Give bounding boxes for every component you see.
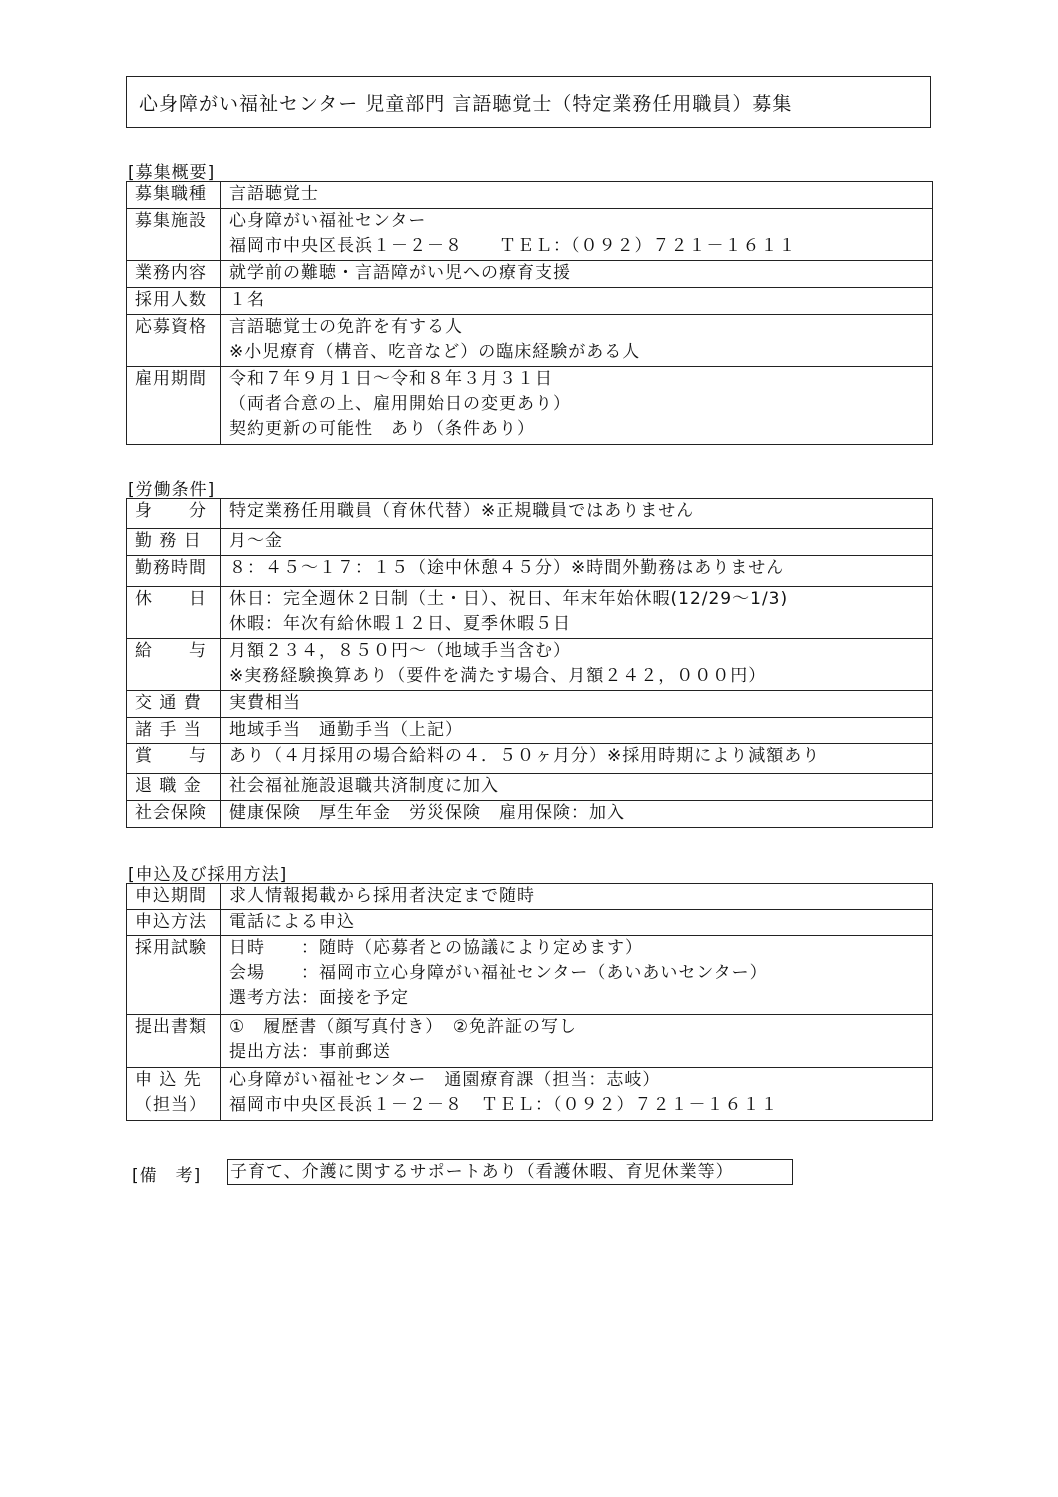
overview-table bbox=[126, 181, 933, 445]
row-key bbox=[127, 587, 221, 639]
row-value-line: 地域手当 通勤手当（上記） bbox=[229, 720, 463, 740]
row-key-label: 勤 務 日 bbox=[135, 531, 202, 551]
row-key bbox=[127, 774, 221, 801]
table-row bbox=[127, 744, 933, 774]
row-value-line: 就学前の難聴・言語障がい児への療育支援 bbox=[229, 263, 571, 283]
row-value-line: 提出方法：事前郵送 bbox=[229, 1042, 391, 1062]
row-key bbox=[127, 209, 221, 261]
row-value-line: １名 bbox=[229, 290, 265, 310]
row-value-line: 福岡市中央区長浜１－２－８ ＴＥＬ：（０９２）７２１－１６１１ bbox=[229, 1095, 779, 1115]
row-value-line: 令和７年９月１日～令和８年３月３１日 bbox=[229, 369, 553, 389]
row-key bbox=[127, 884, 221, 910]
row-key-label: 諸 手 当 bbox=[135, 720, 202, 740]
row-value bbox=[221, 587, 933, 639]
row-key-label: 給 与 bbox=[135, 641, 207, 661]
row-value bbox=[221, 1068, 933, 1121]
row-value-line: 社会福祉施設退職共済制度に加入 bbox=[229, 776, 499, 796]
row-value bbox=[221, 315, 933, 367]
row-value-line: 休暇：年次有給休暇１２日、夏季休暇５日 bbox=[229, 614, 571, 634]
row-value-line: 言語聴覚士の免許を有する人 bbox=[229, 317, 463, 337]
row-value bbox=[221, 884, 933, 910]
table-row bbox=[127, 910, 933, 936]
table-row bbox=[127, 529, 933, 556]
row-value bbox=[221, 499, 933, 529]
row-key bbox=[127, 556, 221, 587]
row-value bbox=[221, 744, 933, 774]
row-key bbox=[127, 1015, 221, 1068]
table-row bbox=[127, 774, 933, 801]
row-value bbox=[221, 718, 933, 744]
row-key bbox=[127, 1068, 221, 1121]
row-key bbox=[127, 499, 221, 529]
row-key bbox=[127, 936, 221, 1015]
row-key bbox=[127, 910, 221, 936]
row-value-line: あり（４月採用の場合給料の４．５０ヶ月分）※採用時期により減額あり bbox=[229, 746, 821, 766]
row-value-line: 月額２３４，８５０円～（地域手当含む） bbox=[229, 641, 571, 661]
row-value-line: ① 履歴書（顔写真付き） ②免許証の写し bbox=[229, 1017, 577, 1037]
table-row bbox=[127, 556, 933, 587]
row-value bbox=[221, 1015, 933, 1068]
row-value bbox=[221, 691, 933, 718]
row-value bbox=[221, 774, 933, 801]
row-value bbox=[221, 910, 933, 936]
row-key bbox=[127, 261, 221, 288]
row-value bbox=[221, 261, 933, 288]
table-row bbox=[127, 261, 933, 288]
page-title: 心身障がい福祉センター 児童部門 言語聴覚士（特定業務任用職員）募集 bbox=[126, 76, 931, 128]
row-key-label: 業務内容 bbox=[135, 263, 207, 283]
row-value-line: 心身障がい福祉センター 通園療育課（担当：志岐） bbox=[229, 1070, 661, 1090]
row-value-line: ※小児療育（構音、吃音など）の臨床経験がある人 bbox=[229, 342, 641, 362]
table-row bbox=[127, 639, 933, 691]
row-value bbox=[221, 529, 933, 556]
table-row bbox=[127, 1068, 933, 1121]
row-value bbox=[221, 936, 933, 1015]
row-value-line: ８：４５～１７：１５（途中休憩４５分）※時間外勤務はありません bbox=[229, 558, 785, 578]
table-row bbox=[127, 182, 933, 209]
table-row bbox=[127, 884, 933, 910]
application-table bbox=[126, 883, 933, 1121]
row-value-line: 福岡市中央区長浜１－２－８ ＴＥＬ：（０９２）７２１－１６１１ bbox=[229, 236, 797, 256]
row-value-line: 契約更新の可能性 あり（条件あり） bbox=[229, 419, 535, 439]
row-key-label: 退 職 金 bbox=[135, 776, 202, 796]
row-key bbox=[127, 744, 221, 774]
row-value-line: 電話による申込 bbox=[229, 912, 355, 932]
table-row bbox=[127, 209, 933, 261]
row-key-sublabel: （担当） bbox=[135, 1095, 207, 1115]
row-value-line: 言語聴覚士 bbox=[229, 184, 319, 204]
table-row bbox=[127, 587, 933, 639]
row-key bbox=[127, 315, 221, 367]
section-label-conditions: [労働条件] bbox=[128, 480, 216, 500]
table-row bbox=[127, 1015, 933, 1068]
row-value-line: 心身障がい福祉センター bbox=[229, 211, 427, 231]
row-value-line: 選考方法：面接を予定 bbox=[229, 988, 409, 1008]
row-key bbox=[127, 691, 221, 718]
row-key bbox=[127, 182, 221, 209]
row-value-line: 月～金 bbox=[229, 531, 283, 551]
row-key bbox=[127, 718, 221, 744]
row-value bbox=[221, 801, 933, 828]
row-key-label: 身 分 bbox=[135, 501, 207, 521]
row-key bbox=[127, 639, 221, 691]
row-key-label: 賞 与 bbox=[135, 746, 207, 766]
table-row bbox=[127, 315, 933, 367]
table-row bbox=[127, 499, 933, 529]
row-key-label: 勤務時間 bbox=[135, 558, 207, 578]
row-key-label: 社会保険 bbox=[135, 803, 207, 823]
row-value-line: 健康保険 厚生年金 労災保険 雇用保険：加入 bbox=[229, 803, 625, 823]
conditions-table bbox=[126, 498, 933, 828]
table-row bbox=[127, 936, 933, 1015]
row-key bbox=[127, 367, 221, 445]
row-value-line: 特定業務任用職員（育休代替）※正規職員ではありません bbox=[229, 501, 695, 521]
row-value bbox=[221, 639, 933, 691]
row-key-label: 申込期間 bbox=[135, 886, 207, 906]
section-label-overview: [募集概要] bbox=[128, 163, 216, 183]
row-value bbox=[221, 288, 933, 315]
row-key-label: 採用試験 bbox=[135, 938, 207, 958]
row-value-line: 実費相当 bbox=[229, 693, 301, 713]
row-key-label: 募集職種 bbox=[135, 184, 207, 204]
row-value bbox=[221, 182, 933, 209]
row-key-label: 申 込 先 bbox=[135, 1070, 202, 1090]
remarks-box: 子育て、介護に関するサポートあり（看護休暇、育児休業等） bbox=[227, 1159, 793, 1185]
row-value-line: 会場 ：福岡市立心身障がい福祉センター（あいあいセンター） bbox=[229, 963, 768, 983]
row-value-line: 日時 ：随時（応募者との協議により定めます） bbox=[229, 938, 643, 958]
row-key bbox=[127, 288, 221, 315]
remarks-label: [備 考] bbox=[132, 1166, 202, 1186]
table-row bbox=[127, 367, 933, 445]
row-value-line: 休日：完全週休２日制（土・日）、祝日、年末年始休暇(12/29～1/3) bbox=[229, 589, 789, 609]
row-key-label: 申込方法 bbox=[135, 912, 207, 932]
table-row bbox=[127, 288, 933, 315]
row-key-label: 採用人数 bbox=[135, 290, 207, 310]
row-value bbox=[221, 556, 933, 587]
row-value bbox=[221, 367, 933, 445]
row-key-label: 提出書類 bbox=[135, 1017, 207, 1037]
row-value bbox=[221, 209, 933, 261]
row-value-line: ※実務経験換算あり（要件を満たす場合、月額２４２，０００円） bbox=[229, 666, 767, 686]
row-key-label: 交 通 費 bbox=[135, 693, 202, 713]
row-key-label: 休 日 bbox=[135, 589, 207, 609]
table-row bbox=[127, 691, 933, 718]
table-row bbox=[127, 718, 933, 744]
table-row bbox=[127, 801, 933, 828]
row-key bbox=[127, 529, 221, 556]
row-value-line: （両者合意の上、雇用開始日の変更あり） bbox=[229, 394, 571, 414]
row-value-line: 求人情報掲載から採用者決定まで随時 bbox=[229, 886, 535, 906]
row-key-label: 募集施設 bbox=[135, 211, 207, 231]
row-key-label: 応募資格 bbox=[135, 317, 207, 337]
row-key bbox=[127, 801, 221, 828]
section-label-application: [申込及び採用方法] bbox=[128, 865, 288, 885]
row-key-label: 雇用期間 bbox=[135, 369, 207, 389]
